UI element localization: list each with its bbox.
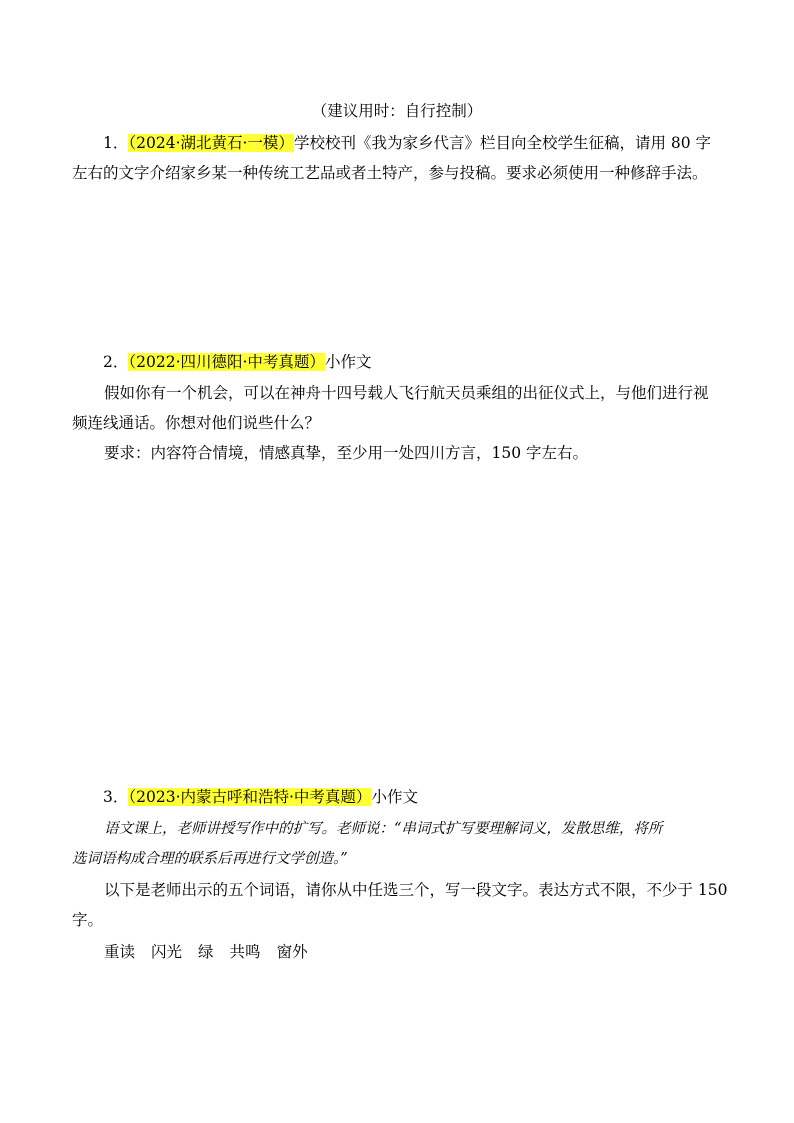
word-item: 重读 <box>104 943 136 961</box>
question-3-word-list <box>104 942 324 962</box>
question-2-para-line2: 频连线通话。你想对他们说些什么？ <box>72 414 321 432</box>
word-item: 共鸣 <box>229 943 261 961</box>
question-3-instruction-line1: 以下是老师出示的五个词语，请你从中任选三个，写一段文字。表达方式不限，不少于 150 <box>104 881 728 899</box>
word-item: 闪光 <box>151 943 183 961</box>
question-2-para-line1: 假如你有一个机会，可以在神舟十四号载人飞行航天员乘组的出征仪式上，与他们进行视 <box>104 384 709 402</box>
word-item: 绿 <box>198 943 214 961</box>
question-1-prompt: 学校校刊《我为家乡代言》栏目向全校学生征稿，请用 80 字 <box>293 134 712 152</box>
question-2-title <box>103 352 371 372</box>
question-2-requirement: 要求：内容符合情境，情感真挚，至少用一处四川方言，150 字左右。 <box>104 444 589 462</box>
question-1-prompt-cont: 左右的文字介绍家乡某一种传统工艺品或者土特产，参与投稿。要求必须使用一种修辞手法。 <box>72 164 708 182</box>
time-note: （建议用时：自行控制） <box>311 102 483 120</box>
question-2-source: （2022·四川德阳·中考真题） <box>128 353 325 371</box>
question-3-quote-line2: 选词语构成合理的联系后再进行文学创造。” <box>72 851 348 867</box>
question-3-title <box>103 787 418 807</box>
question-3-quote-line1: 语文课上，老师讲授写作中的扩写。老师说：“串词式扩写要理解词义，发散思维，将所 <box>104 821 663 837</box>
question-3-source: （2023·内蒙古呼和浩特·中考真题） <box>128 788 372 806</box>
question-3-instruction-line2: 字。 <box>72 911 104 929</box>
word-item: 窗外 <box>276 943 308 961</box>
question-3-heading: 小作文 <box>371 788 418 806</box>
question-2-heading: 小作文 <box>324 353 372 371</box>
question-2-number: 2． <box>103 353 129 371</box>
question-1-title <box>103 133 711 153</box>
question-1-source: （2024·湖北黄石·一模） <box>128 134 294 152</box>
question-1-number: 1． <box>103 134 129 152</box>
question-3-number: 3． <box>103 788 129 806</box>
